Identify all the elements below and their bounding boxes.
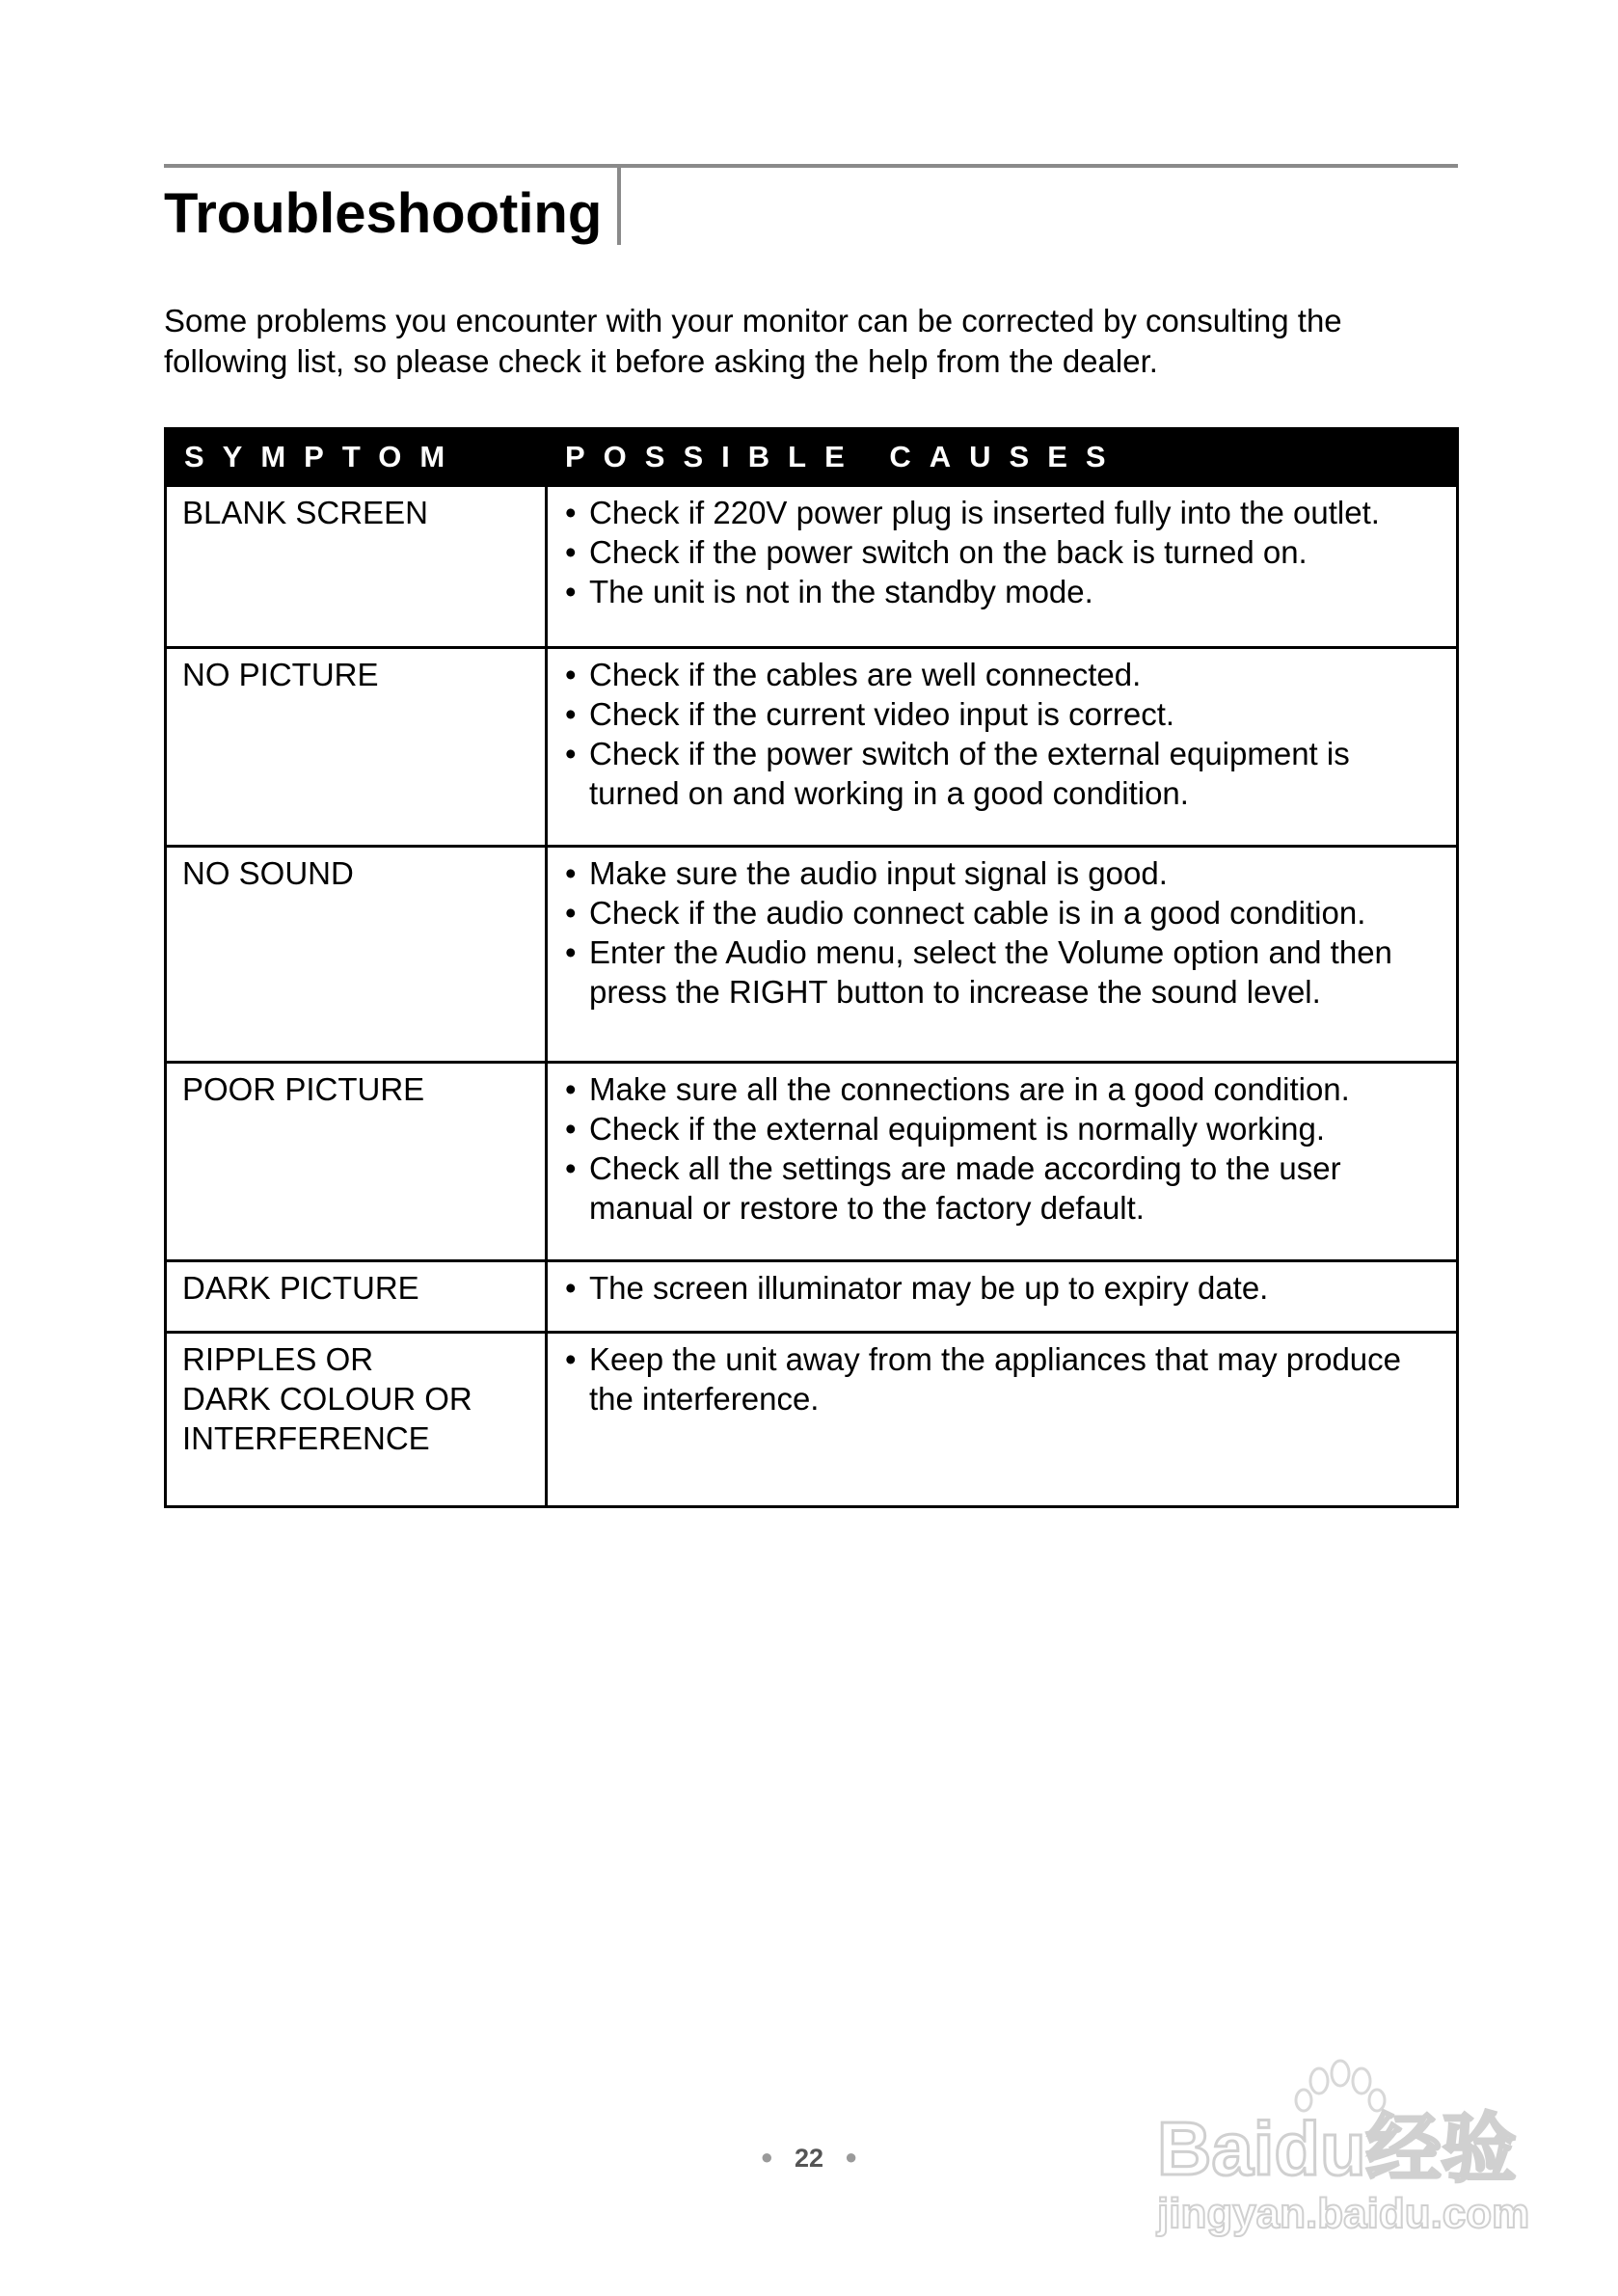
bullet-icon: • [565,1270,577,1306]
troubleshooting-table [164,427,1459,1508]
bullet-icon: • [565,534,577,570]
intro-paragraph [164,301,1475,382]
causes-list [563,1268,1439,1308]
cause-item [563,1268,1439,1308]
symptom-cell [166,847,547,1063]
cause-item [563,655,1439,694]
cause-text: Check if the power switch of the external equipment is [589,736,1350,771]
causes-cell [547,1261,1458,1333]
symptom-cell [166,648,547,847]
table-row [166,648,1458,847]
cause-item [563,1339,1439,1418]
symptom-text: POOR PICTURE [182,1071,425,1107]
table-row [166,1333,1458,1507]
cause-text: the interference. [589,1381,820,1417]
svg-text:jingyan.baidu.com: jingyan.baidu.com [1157,2190,1530,2237]
page-title: Troubleshooting [164,182,603,245]
cause-text: Check if the external equipment is normally working. [589,1111,1326,1147]
cause-item [563,694,1439,734]
cause-text: Keep the unit away from the appliances that may produce [589,1341,1401,1377]
cause-text: Check all the settings are made according to the user [589,1150,1341,1186]
table-row [166,847,1458,1063]
cause-item [563,532,1439,572]
table-body [166,486,1458,1507]
cause-item [563,893,1439,932]
bullet-icon: • [565,495,577,530]
causes-list [563,493,1439,611]
bullet-icon: • [565,736,577,771]
causes-list [563,655,1439,813]
symptom-cell [166,1261,547,1333]
cause-text: Check if the audio connect cable is in a good condition. [589,895,1366,931]
causes-list [563,1069,1439,1228]
cause-item [563,1109,1439,1148]
svg-text:Baidu经验: Baidu经验 [1157,2106,1517,2191]
cause-item [563,853,1439,893]
cause-text: manual or restore to the factory default. [589,1190,1145,1226]
bullet-icon: • [565,1071,577,1107]
causes-list [563,1339,1439,1418]
page-number: 22 [794,2144,824,2173]
bullet-icon: • [565,1111,577,1147]
cause-text: The screen illuminator may be up to expiry date. [589,1270,1269,1306]
causes-cell [547,648,1458,847]
cause-item [563,734,1439,813]
symptom-cell [166,1063,547,1261]
table-row [166,1261,1458,1333]
symptom-text: DARK COLOUR OR [182,1381,472,1417]
cause-text: Check if the power switch on the back is turned on. [589,534,1308,570]
cause-item [563,572,1439,611]
bullet-icon: • [565,934,577,970]
table-header-row [166,429,1458,486]
table-row [166,1063,1458,1261]
causes-cell [547,847,1458,1063]
cause-text: turned on and working in a good condition. [589,775,1189,811]
symptom-text: RIPPLES OR [182,1341,374,1377]
causes-cell [547,486,1458,648]
causes-cell [547,1063,1458,1261]
bullet-icon: • [565,574,577,609]
header-possible-causes: POSSIBLE CAUSES [547,429,1458,486]
footer-dot-right: ● [845,2145,858,2169]
symptom-cell [166,486,547,648]
symptom-cell [166,1333,547,1507]
cause-text: Check if the current video input is correct. [589,696,1175,732]
bullet-icon: • [565,1150,577,1186]
bullet-icon: • [565,855,577,891]
cause-text: Enter the Audio menu, select the Volume option and then [589,934,1392,970]
baidu-watermark-logo [1147,2054,1533,2247]
title-divider [617,168,621,245]
symptom-text: NO SOUND [182,855,354,891]
causes-cell [547,1333,1458,1507]
cause-text: Check if the cables are well connected. [589,657,1142,692]
intro-line-2: following list, so please check it before asking the help from the dealer. [164,343,1158,379]
cause-text: Check if 220V power plug is inserted fully into the outlet. [589,495,1380,530]
symptom-text: DARK PICTURE [182,1270,419,1306]
cause-text: Make sure the audio input signal is good. [589,855,1168,891]
cause-text: The unit is not in the standby mode. [589,574,1093,609]
header-symptom: SYMPTOM [166,429,547,486]
cause-item [563,1148,1439,1228]
cause-text: Make sure all the connections are in a good condition. [589,1071,1350,1107]
cause-item [563,932,1439,1012]
bullet-icon: • [565,1341,577,1377]
bullet-icon: • [565,696,577,732]
footer-dot-left: ● [760,2145,773,2169]
intro-line-1: Some problems you encounter with your monitor can be corrected by consulting the [164,303,1342,338]
bullet-icon: • [565,657,577,692]
bullet-icon: • [565,895,577,931]
symptom-text: NO PICTURE [182,657,379,692]
cause-text: press the RIGHT button to increase the sound level. [589,974,1321,1010]
cause-item [563,1069,1439,1109]
cause-item [563,493,1439,532]
symptom-text: BLANK SCREEN [182,495,428,530]
causes-list [563,853,1439,1012]
symptom-text: INTERFERENCE [182,1420,430,1456]
title-top-rule [164,164,1458,168]
table-row [166,486,1458,648]
